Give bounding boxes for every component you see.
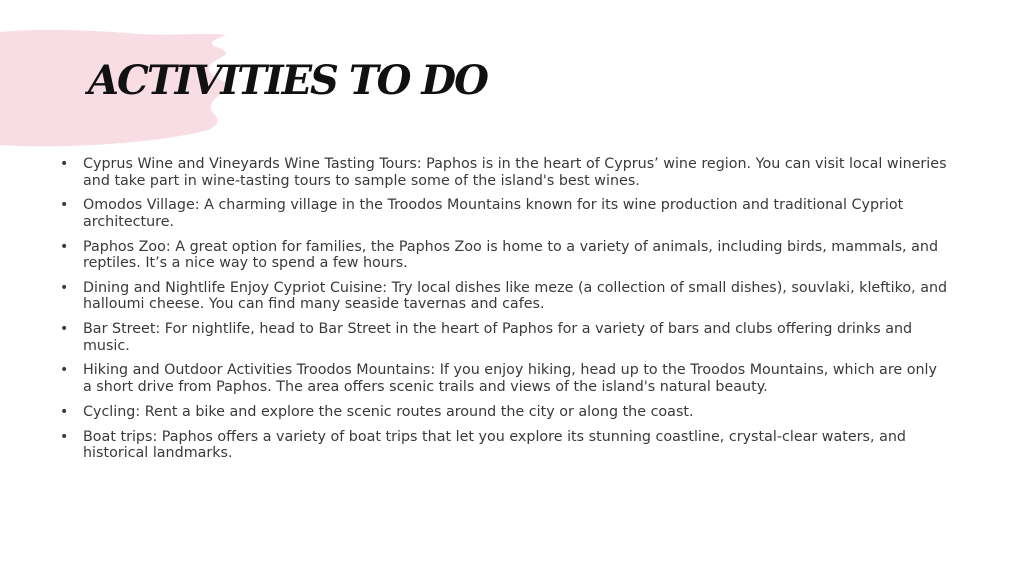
list-item-text: Hiking and Outdoor Activities Troodos Mountains: If you enjoy hiking, head up to the Troodos Mountains, which are only a short drive from Paphos. The area offers scenic trails and views of the island's natural beauty.: [83, 362, 937, 395]
list-item: [60, 362, 950, 395]
bullet-icon: •: [60, 197, 69, 214]
list-item: [60, 404, 950, 421]
bullet-icon: •: [60, 403, 69, 420]
bullet-icon: •: [60, 238, 69, 255]
list-item-text: Cycling: Rent a bike and explore the scenic routes around the city or along the coast.: [83, 403, 694, 420]
list-item-text: Boat trips: Paphos offers a variety of boat trips that let you explore its stunning coastline, crystal-clear waters, and historical landmarks.: [83, 428, 906, 462]
bullet-icon: •: [60, 156, 69, 172]
list-item-text: Omodos Village: A charming village in the Troodos Mountains known for its wine production and traditional Cypriot architecture.: [83, 197, 904, 230]
list-item: [60, 280, 950, 313]
list-item-text: Paphos Zoo: A great option for families, the Paphos Zoo is home to a variety of animals, including birds, mammals, and reptiles. It’s a nice way to spend a few hours.: [83, 238, 939, 272]
list-item-text: Dining and Nightlife Enjoy Cypriot Cuisine: Try local dishes like meze (a collection of small dishes), souvlaki, kleftiko, and halloumi cheese. You can find many seaside tavernas and cafes.: [83, 279, 948, 313]
list-item-text: Cyprus Wine and Vineyards Wine Tasting Tours: Paphos is in the heart of Cyprus’ wine region. You can visit local wineries and take part in wine-tasting tours to sample some of the island's best wines.: [83, 156, 947, 189]
bullet-icon: •: [60, 428, 69, 445]
list-item: [60, 239, 950, 272]
list-item: [60, 321, 950, 354]
list-item: [60, 156, 950, 189]
activities-list: [60, 156, 950, 470]
slide-title: ACTIVITIES TO DO: [88, 57, 487, 104]
bullet-icon: •: [60, 279, 69, 296]
bullet-icon: •: [60, 321, 69, 338]
list-item: [60, 197, 950, 230]
bullet-icon: •: [60, 362, 69, 379]
list-item-text: Bar Street: For nightlife, head to Bar Street in the heart of Paphos for a variety of bars and clubs offering drinks and music.: [83, 321, 913, 354]
list-item: [60, 429, 950, 462]
